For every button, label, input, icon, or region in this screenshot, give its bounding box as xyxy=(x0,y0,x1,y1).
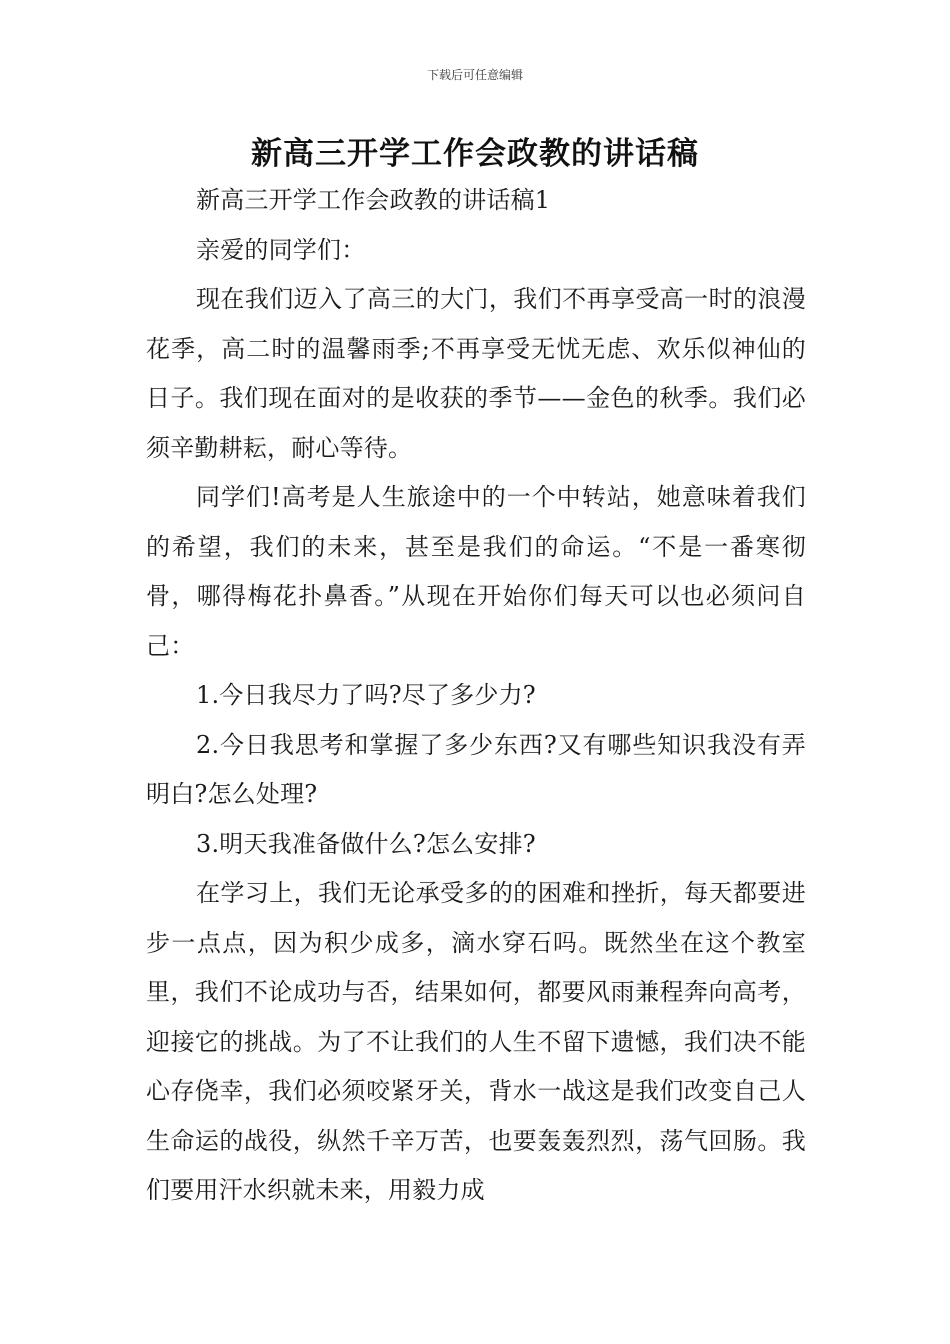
subtitle-paragraph: 新高三开学工作会政教的讲话稿1 xyxy=(196,186,551,214)
body-paragraph: 同学们!高考是人生旅途中的一个中转站，她意味着我们的希望，我们的未来，甚至是我们的命运。“不是一番寒彻骨，哪得梅花扑鼻香。”从现在开始你们每天可以也必须问自己： xyxy=(146,483,806,660)
body-paragraph: 在学习上，我们无论承受多的的困难和挫折，每天都要进步一点点，因为积少成多，滴水穿石吗。既然坐在这个教室里，我们不论成功与否，结果如何，都要风雨兼程奔向高考，迎接它的挑战。为了不让我们的人生不留下遗憾，我们决不能心存侥幸，我们必须咬紧牙关，背水一战这是我们改变自己人生命运的战役，纵然千辛万苦，也要轰轰烈烈，荡气回肠。我们要用汗水织就未来，用毅力成 xyxy=(146,879,806,1204)
body-paragraph: 现在我们迈入了高三的大门，我们不再享受高一时的浪漫花季，高二时的温馨雨季;不再享受无忧无虑、欢乐似神仙的日子。我们现在面对的是收获的季节——金色的秋季。我们必须辛勤耕耘，耐心等待。 xyxy=(146,285,806,462)
list-item-paragraph: 2.今日我思考和掌握了多少东西?又有哪些知识我没有弄明白?怎么处理? xyxy=(146,730,806,808)
list-item-paragraph: 3.明天我准备做什么?怎么安排? xyxy=(196,829,536,858)
document-title: 新高三开学工作会政教的讲话稿 xyxy=(251,136,699,172)
document-body xyxy=(146,176,806,1216)
header-note: 下载后可任意编辑 xyxy=(426,68,523,82)
list-item-paragraph: 1.今日我尽力了吗?尽了多少力? xyxy=(196,681,536,709)
greeting-paragraph: 亲爱的同学们： xyxy=(196,235,366,264)
